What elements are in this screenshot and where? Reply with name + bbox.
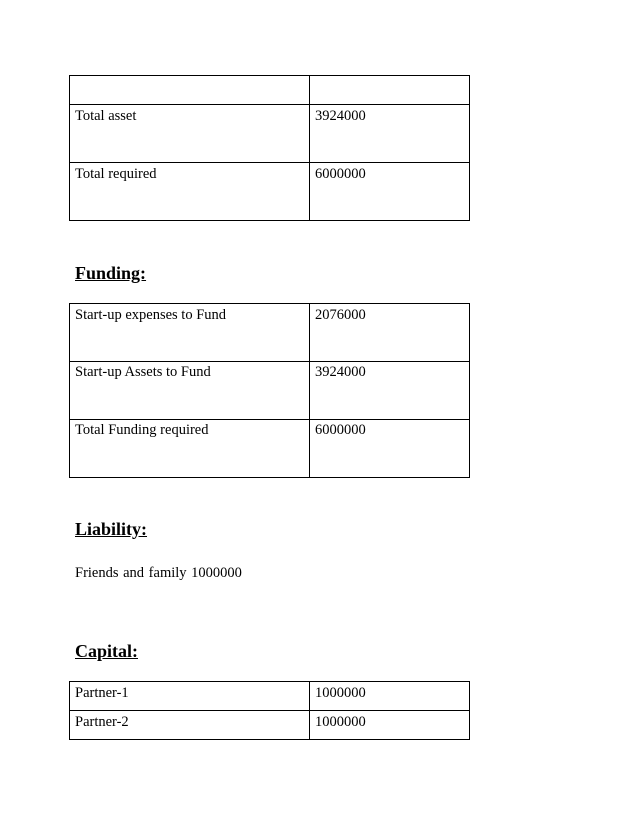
table-cell-value: 6000000 <box>310 420 470 478</box>
table-cell-label: Total required <box>70 163 310 221</box>
table-cell-label: Total asset <box>70 105 310 163</box>
table-row <box>70 163 470 221</box>
asset-summary-table <box>69 75 470 221</box>
capital-table <box>69 681 470 740</box>
table-cell-value: 1000000 <box>310 711 470 740</box>
table-row <box>70 362 470 420</box>
table-row <box>70 711 470 740</box>
funding-heading: Funding: <box>75 263 147 283</box>
liability-text: Friends and family 1000000 <box>75 565 242 581</box>
table-cell-value: 6000000 <box>310 163 470 221</box>
table-cell-label: Total Funding required <box>70 420 310 478</box>
table-cell-label: Partner-2 <box>70 711 310 740</box>
table-row <box>70 304 470 362</box>
table-cell-value: 1000000 <box>310 682 470 711</box>
table-row <box>70 420 470 478</box>
capital-heading: Capital: <box>75 641 138 661</box>
liability-heading: Liability: <box>75 519 148 539</box>
table-cell-value <box>310 76 470 105</box>
table-cell-label: Partner-1 <box>70 682 310 711</box>
table-cell-label: Start-up Assets to Fund <box>70 362 310 420</box>
funding-table <box>69 303 470 478</box>
table-cell-value: 3924000 <box>310 362 470 420</box>
table-cell-value: 3924000 <box>310 105 470 163</box>
table-cell-label: Start-up expenses to Fund <box>70 304 310 362</box>
table-cell-label <box>70 76 310 105</box>
table-row <box>70 76 470 105</box>
table-cell-value: 2076000 <box>310 304 470 362</box>
table-row <box>70 682 470 711</box>
table-row <box>70 105 470 163</box>
